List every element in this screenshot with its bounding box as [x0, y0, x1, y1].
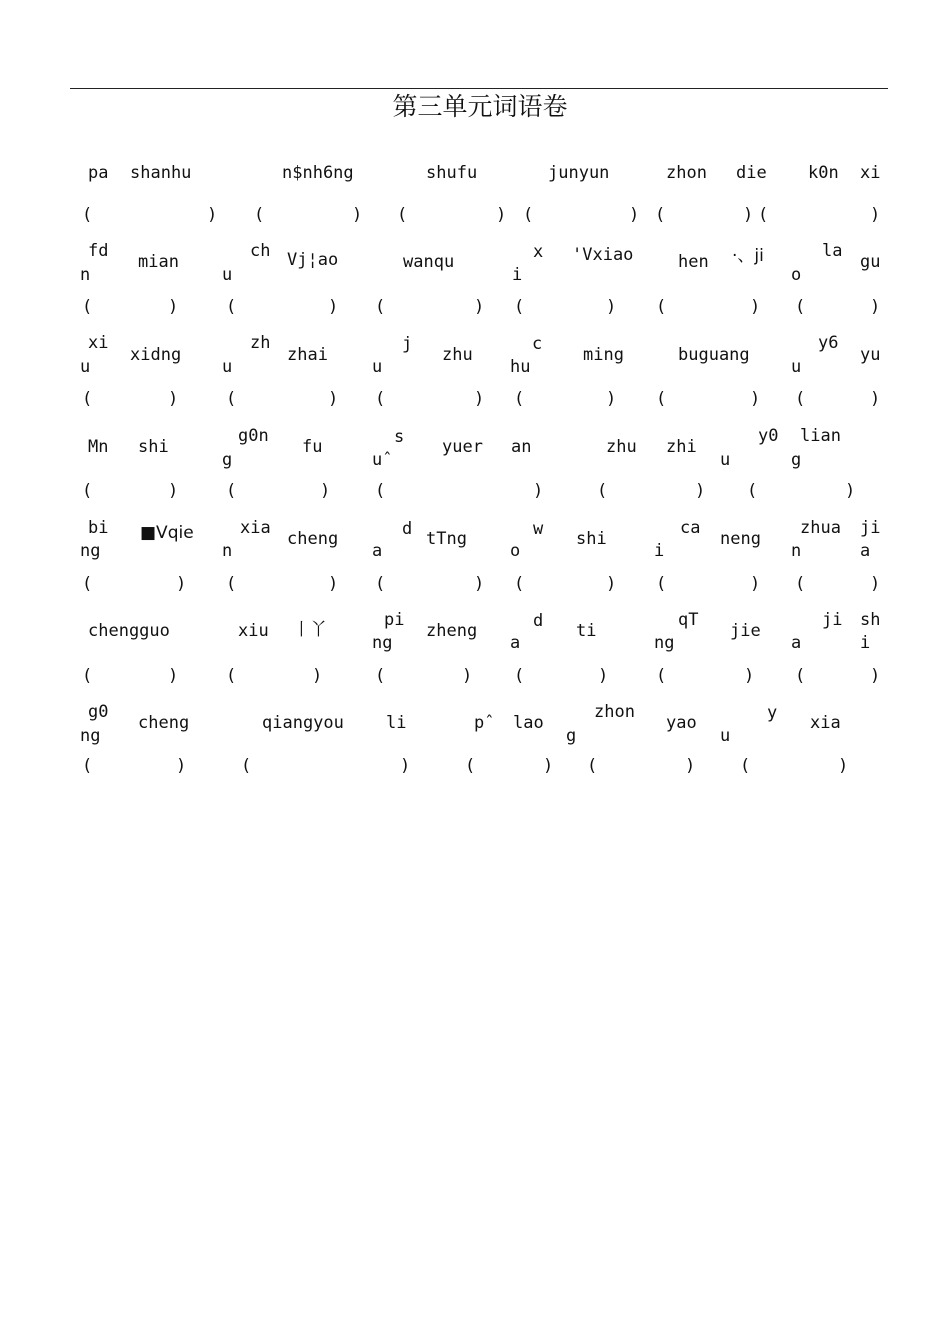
pinyin-text: uˆ: [372, 450, 393, 470]
pinyin-text: lian: [800, 426, 841, 446]
answer-bracket-close: ): [543, 756, 554, 776]
answer-bracket-close: ): [750, 297, 761, 317]
answer-bracket-close: ): [533, 481, 544, 501]
pinyin-text: bi: [88, 518, 109, 538]
answer-bracket-open: (: [226, 389, 237, 409]
answer-bracket-open: (: [514, 389, 525, 409]
pinyin-text: cheng: [287, 529, 339, 549]
pinyin-text: qT: [678, 610, 699, 630]
answer-bracket-open: (: [375, 666, 386, 686]
pinyin-text: neng: [720, 529, 761, 549]
answer-bracket-open: (: [758, 205, 769, 225]
answer-bracket-open: (: [656, 389, 667, 409]
pinyin-text: li: [386, 713, 407, 733]
pinyin-text: ng: [80, 541, 101, 561]
answer-bracket-open: (: [226, 574, 237, 594]
pinyin-text: chengguo: [88, 621, 170, 641]
answer-bracket-close: ): [352, 205, 363, 225]
pinyin-text: o: [791, 265, 802, 285]
pinyin-text: lao: [513, 713, 544, 733]
answer-bracket-close: ): [462, 666, 473, 686]
answer-bracket-close: ): [845, 481, 856, 501]
pinyin-text: jie: [730, 621, 761, 641]
answer-bracket-close: ): [598, 666, 609, 686]
answer-bracket-close: ): [207, 205, 218, 225]
pinyin-text: shufu: [426, 163, 478, 183]
pinyin-text: shi: [138, 437, 169, 457]
answer-bracket-open: (: [375, 481, 386, 501]
answer-bracket-close: ): [400, 756, 411, 776]
answer-bracket-open: (: [587, 756, 598, 776]
pinyin-text: a: [372, 541, 383, 561]
pinyin-text: w: [533, 519, 544, 539]
answer-bracket-close: ): [320, 481, 331, 501]
answer-bracket-open: (: [514, 574, 525, 594]
pinyin-text: xia: [240, 518, 271, 538]
header-rule: [70, 88, 888, 89]
pinyin-text: yuer: [442, 437, 483, 457]
pinyin-text: y: [767, 703, 778, 723]
pinyin-text: u: [222, 265, 233, 285]
pinyin-text: g: [222, 450, 233, 470]
answer-bracket-open: (: [795, 574, 806, 594]
answer-bracket-close: ): [743, 205, 754, 225]
pinyin-text: d: [402, 519, 413, 539]
pinyin-text: shi: [576, 529, 607, 549]
pinyin-text: u: [791, 357, 802, 377]
answer-bracket-close: ): [838, 756, 849, 776]
answer-bracket-close: ): [606, 297, 617, 317]
answer-bracket-close: ): [496, 205, 507, 225]
pinyin-text: ng: [654, 633, 675, 653]
answer-bracket-open: (: [795, 389, 806, 409]
answer-bracket-open: (: [514, 297, 525, 317]
answer-bracket-close: ): [750, 389, 761, 409]
answer-bracket-open: (: [397, 205, 408, 225]
answer-bracket-close: ): [750, 574, 761, 594]
pinyin-text: zhon: [594, 702, 635, 722]
pinyin-text: Mn: [88, 437, 109, 457]
pinyin-text: Vj¦ao: [287, 250, 339, 270]
answer-bracket-close: ): [328, 389, 339, 409]
answer-bracket-close: ): [870, 574, 881, 594]
pinyin-text: c: [532, 334, 543, 354]
answer-bracket-close: ): [474, 297, 485, 317]
answer-bracket-open: (: [375, 297, 386, 317]
page-title: 第三单元词语卷: [392, 92, 568, 121]
pinyin-text: cheng: [138, 713, 190, 733]
pinyin-text: u: [222, 357, 233, 377]
pinyin-text: g: [566, 726, 577, 746]
answer-bracket-open: (: [656, 666, 667, 686]
pinyin-text: zhu: [442, 345, 473, 365]
pinyin-text: shanhu: [130, 163, 192, 183]
pinyin-text: u: [372, 357, 383, 377]
answer-bracket-open: (: [82, 297, 93, 317]
answer-bracket-close: ): [168, 481, 179, 501]
pinyin-text: i: [512, 265, 523, 285]
answer-bracket-open: (: [747, 481, 758, 501]
pinyin-text: zhon: [666, 163, 707, 183]
pinyin-text: xi: [88, 333, 109, 353]
pinyin-text: zhi: [666, 437, 697, 457]
answer-bracket-close: ): [474, 574, 485, 594]
pinyin-text: zhai: [287, 345, 328, 365]
answer-bracket-close: ): [870, 297, 881, 317]
pinyin-text: ■Vqie: [140, 523, 194, 543]
answer-bracket-open: (: [254, 205, 265, 225]
answer-bracket-open: (: [82, 389, 93, 409]
pinyin-text: pa: [88, 163, 109, 183]
pinyin-text: o: [510, 541, 521, 561]
pinyin-text: zh: [250, 333, 271, 353]
pinyin-text: n: [791, 541, 802, 561]
answer-bracket-open: (: [656, 574, 667, 594]
pinyin-text: ng: [372, 633, 393, 653]
pinyin-text: hen: [678, 252, 709, 272]
pinyin-text: hu: [510, 357, 531, 377]
answer-bracket-open: (: [226, 481, 237, 501]
pinyin-text: i: [860, 633, 871, 653]
answer-bracket-open: (: [597, 481, 608, 501]
pinyin-text: mian: [138, 252, 179, 272]
answer-bracket-close: ): [606, 389, 617, 409]
answer-bracket-close: ): [474, 389, 485, 409]
pinyin-text: buguang: [678, 345, 750, 365]
answer-bracket-open: (: [82, 481, 93, 501]
pinyin-text: yu: [860, 345, 881, 365]
answer-bracket-close: ): [870, 666, 881, 686]
pinyin-text: an: [511, 437, 532, 457]
answer-bracket-open: (: [82, 756, 93, 776]
answer-bracket-open: (: [655, 205, 666, 225]
pinyin-text: xia: [810, 713, 841, 733]
pinyin-text: ji: [822, 610, 843, 630]
answer-bracket-open: (: [82, 666, 93, 686]
answer-bracket-open: (: [523, 205, 534, 225]
answer-bracket-close: ): [168, 389, 179, 409]
answer-bracket-close: ): [870, 205, 881, 225]
pinyin-text: n$nh6ng: [282, 163, 354, 183]
pinyin-text: a: [860, 541, 871, 561]
answer-bracket-close: ): [168, 297, 179, 317]
answer-bracket-open: (: [795, 666, 806, 686]
pinyin-text: pi: [384, 610, 405, 630]
pinyin-text: s: [394, 427, 405, 447]
pinyin-text: 'Vxiao: [572, 245, 634, 265]
answer-bracket-open: (: [241, 756, 252, 776]
pinyin-text: qiangyou: [262, 713, 344, 733]
pinyin-text: tTng: [426, 529, 467, 549]
pinyin-text: xi: [860, 163, 881, 183]
pinyin-text: zheng: [426, 621, 478, 641]
answer-bracket-close: ): [629, 205, 640, 225]
pinyin-text: ·、ji: [732, 246, 764, 266]
pinyin-text: n: [222, 541, 233, 561]
pinyin-text: u: [720, 726, 731, 746]
pinyin-text: xiu: [238, 621, 269, 641]
pinyin-text: gu: [860, 252, 881, 272]
pinyin-text: la: [822, 241, 843, 261]
pinyin-text: n: [80, 265, 91, 285]
answer-bracket-close: ): [328, 574, 339, 594]
answer-bracket-open: (: [514, 666, 525, 686]
pinyin-text: pˆ: [474, 713, 495, 733]
answer-bracket-open: (: [795, 297, 806, 317]
pinyin-text: y6: [818, 333, 839, 353]
pinyin-text: ti: [576, 621, 597, 641]
answer-bracket-open: (: [656, 297, 667, 317]
pinyin-text: ming: [583, 345, 624, 365]
pinyin-text: ji: [860, 518, 881, 538]
pinyin-text: zhu: [606, 437, 637, 457]
pinyin-text: xidng: [130, 345, 182, 365]
answer-bracket-close: ): [870, 389, 881, 409]
answer-bracket-close: ): [695, 481, 706, 501]
pinyin-text: wanqu: [403, 252, 455, 272]
answer-bracket-open: (: [82, 205, 93, 225]
pinyin-text: y0: [758, 426, 779, 446]
answer-bracket-open: (: [226, 666, 237, 686]
pinyin-text: sh: [860, 610, 881, 630]
pinyin-text: u: [80, 357, 91, 377]
answer-bracket-open: (: [375, 574, 386, 594]
pinyin-text: ng: [80, 726, 101, 746]
pinyin-text: junyun: [548, 163, 610, 183]
pinyin-text: g0n: [238, 426, 269, 446]
answer-bracket-close: ): [744, 666, 755, 686]
answer-bracket-close: ): [176, 574, 187, 594]
pinyin-text: i: [654, 541, 665, 561]
pinyin-text: die: [736, 163, 767, 183]
pinyin-text: j: [402, 334, 413, 354]
pinyin-text: fu: [302, 437, 323, 457]
pinyin-text: fd: [88, 241, 109, 261]
pinyin-text: k0n: [808, 163, 839, 183]
pinyin-text: yao: [666, 713, 697, 733]
answer-bracket-open: (: [375, 389, 386, 409]
pinyin-text: d: [533, 611, 544, 631]
answer-bracket-open: (: [465, 756, 476, 776]
pinyin-text: a: [510, 633, 521, 653]
answer-bracket-close: ): [606, 574, 617, 594]
answer-bracket-open: (: [226, 297, 237, 317]
answer-bracket-close: ): [685, 756, 696, 776]
pinyin-text: 丨丫: [293, 620, 327, 640]
pinyin-text: g: [791, 450, 802, 470]
answer-bracket-close: ): [176, 756, 187, 776]
answer-bracket-close: ): [312, 666, 323, 686]
answer-bracket-close: ): [168, 666, 179, 686]
answer-bracket-close: ): [328, 297, 339, 317]
pinyin-text: u: [720, 450, 731, 470]
pinyin-text: ca: [680, 518, 701, 538]
pinyin-text: a: [791, 633, 802, 653]
answer-bracket-open: (: [82, 574, 93, 594]
pinyin-text: ch: [250, 241, 271, 261]
pinyin-text: zhua: [800, 518, 841, 538]
answer-bracket-open: (: [740, 756, 751, 776]
pinyin-text: g0: [88, 702, 109, 722]
pinyin-text: x: [533, 242, 544, 262]
